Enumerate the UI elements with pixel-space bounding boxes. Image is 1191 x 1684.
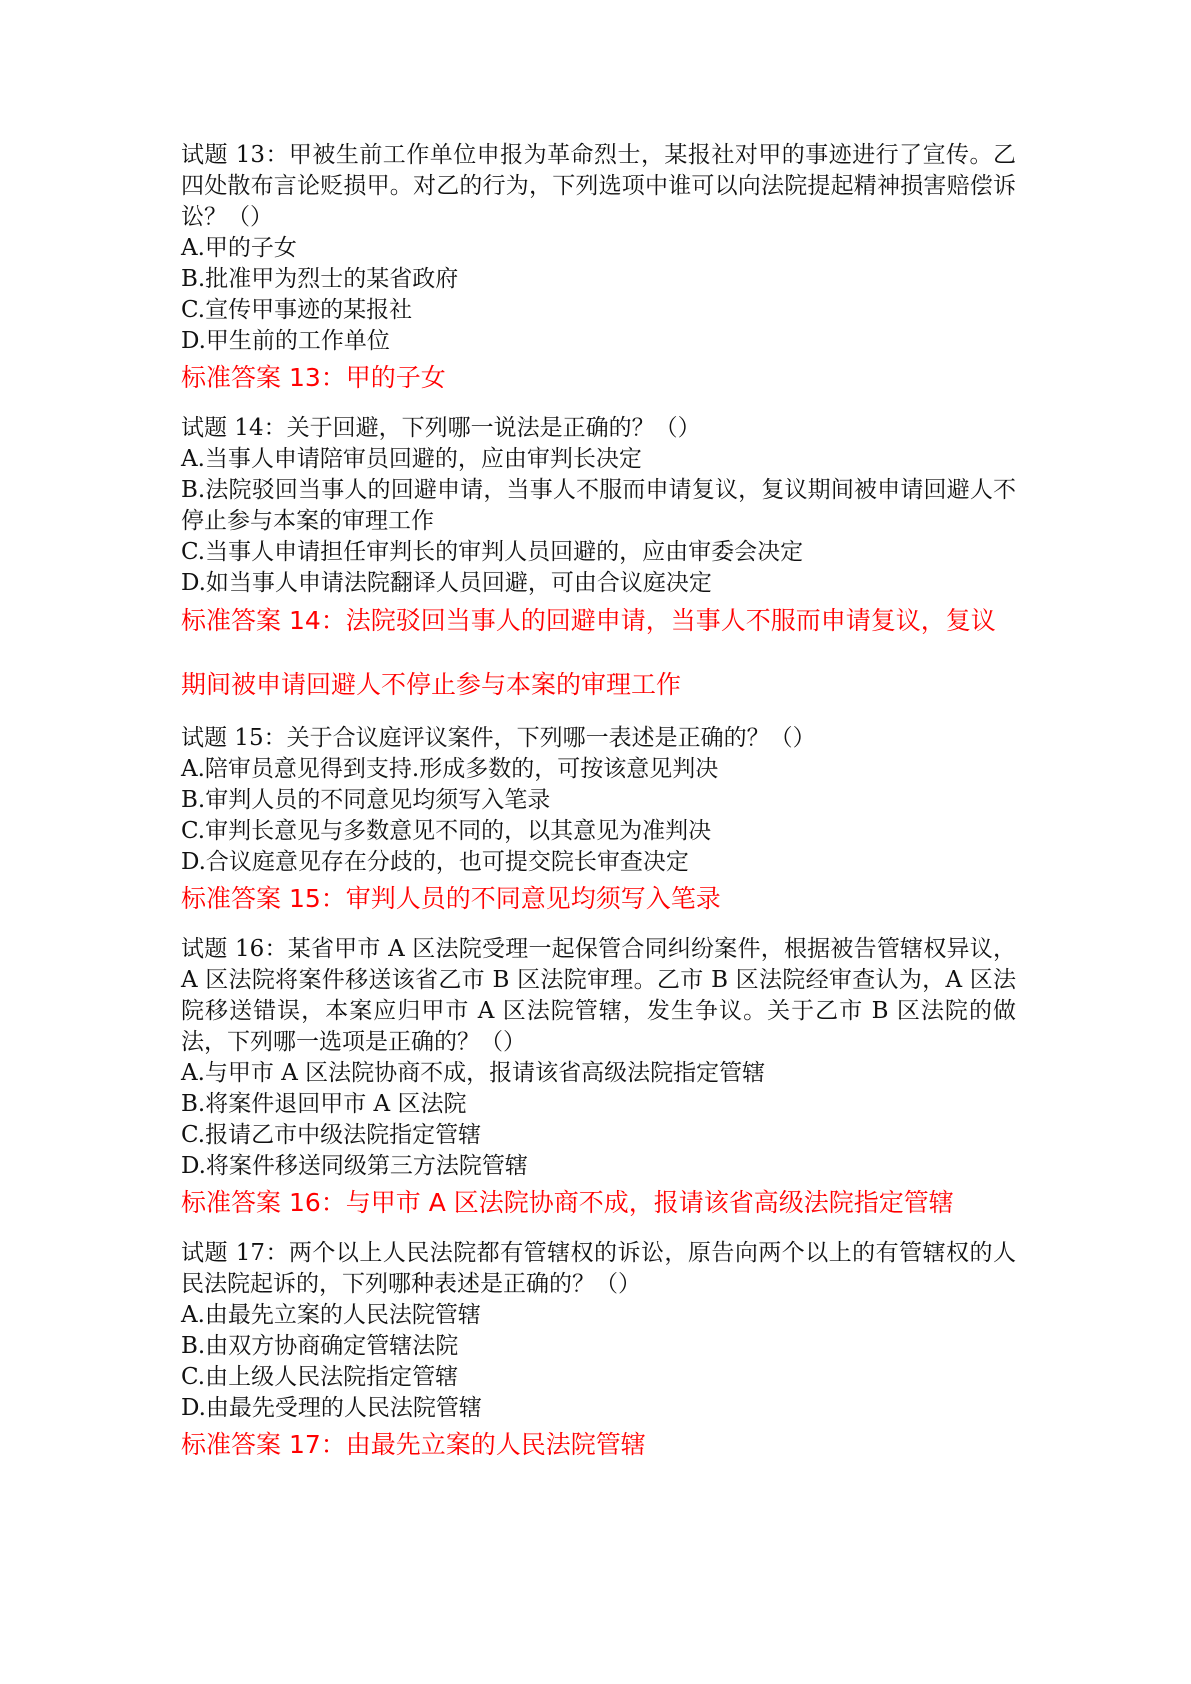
option-b: B.将案件退回甲市 A 区法院 xyxy=(181,1091,467,1117)
question-15 xyxy=(181,723,1016,878)
option-a: A.甲的子女 xyxy=(181,235,297,261)
question-text: 试题 16：某省甲市 A 区法院受理一起保管合同纠纷案件，根据被告管辖权异议，A 区法院将案件移送该省乙市 B 区法院审理。乙市 B 区法院经审查认为，A 区法院移送错误，本案应归甲市 A 区法院管辖，发生争议。关于乙市 B 区法院的做法，下列哪一选项是正确的？（） xyxy=(181,936,1016,1055)
standard-answer-14: 标准答案 14：法院驳回当事人的回避申请，当事人不服而申请复议，复议期间被申请回避人不停止参与本案的审理工作 xyxy=(181,606,996,699)
standard-answer-16: 标准答案 16：与甲市 A 区法院协商不成，报请该省高级法院指定管辖 xyxy=(181,1188,954,1217)
option-d: D.如当事人申请法院翻译人员回避，可由合议庭决定 xyxy=(181,570,712,596)
standard-answer-15: 标准答案 15：审判人员的不同意见均须写入笔录 xyxy=(181,884,721,913)
option-a: A.由最先立案的人民法院管辖 xyxy=(181,1302,481,1328)
option-b: B.审判人员的不同意见均须写入笔录 xyxy=(181,787,551,813)
option-c: C.宣传甲事迹的某报社 xyxy=(181,297,413,323)
option-d: D.合议庭意见存在分歧的，也可提交院长审查决定 xyxy=(181,849,689,875)
standard-answer-13: 标准答案 13：甲的子女 xyxy=(181,363,446,392)
question-13 xyxy=(181,140,1016,357)
question-16 xyxy=(181,934,1016,1182)
option-a: A.陪审员意见得到支持.形成多数的，可按该意见判决 xyxy=(181,756,719,782)
option-b: B.批准甲为烈士的某省政府 xyxy=(181,266,459,292)
question-text: 试题 17：两个以上人民法院都有管辖权的诉讼，原告向两个以上的有管辖权的人民法院起诉的，下列哪种表述是正确的？（） xyxy=(181,1240,1016,1297)
option-b: B.由双方协商确定管辖法院 xyxy=(181,1333,459,1359)
question-list xyxy=(181,140,1016,1462)
option-a: A.与甲市 A 区法院协商不成，报请该省高级法院指定管辖 xyxy=(181,1060,766,1086)
question-text: 试题 14：关于回避，下列哪一说法是正确的？（） xyxy=(181,415,701,441)
option-c: C.报请乙市中级法院指定管辖 xyxy=(181,1122,482,1148)
question-text: 试题 13：甲被生前工作单位申报为革命烈士，某报社对甲的事迹进行了宣传。乙四处散布言论贬损甲。对乙的行为，下列选项中谁可以向法院提起精神损害赔偿诉讼？（） xyxy=(181,142,1016,230)
option-a: A.当事人申请陪审员回避的，应由审判长决定 xyxy=(181,446,642,472)
option-d: D.将案件移送同级第三方法院管辖 xyxy=(181,1153,528,1179)
option-c: C.审判长意见与多数意见不同的，以其意见为准判决 xyxy=(181,818,712,844)
option-d: D.由最先受理的人民法院管辖 xyxy=(181,1395,482,1421)
question-text: 试题 15：关于合议庭评议案件，下列哪一表述是正确的？（） xyxy=(181,725,816,751)
question-14 xyxy=(181,413,1016,599)
option-b: B.法院驳回当事人的回避申请，当事人不服而申请复议，复议期间被申请回避人不停止参与本案的审理工作 xyxy=(181,477,1016,534)
question-17 xyxy=(181,1238,1016,1424)
option-c: C.由上级人民法院指定管辖 xyxy=(181,1364,459,1390)
option-d: D.甲生前的工作单位 xyxy=(181,328,390,354)
standard-answer-17: 标准答案 17：由最先立案的人民法院管辖 xyxy=(181,1430,646,1459)
option-c: C.当事人申请担任审判长的审判人员回避的，应由审委会决定 xyxy=(181,539,804,565)
